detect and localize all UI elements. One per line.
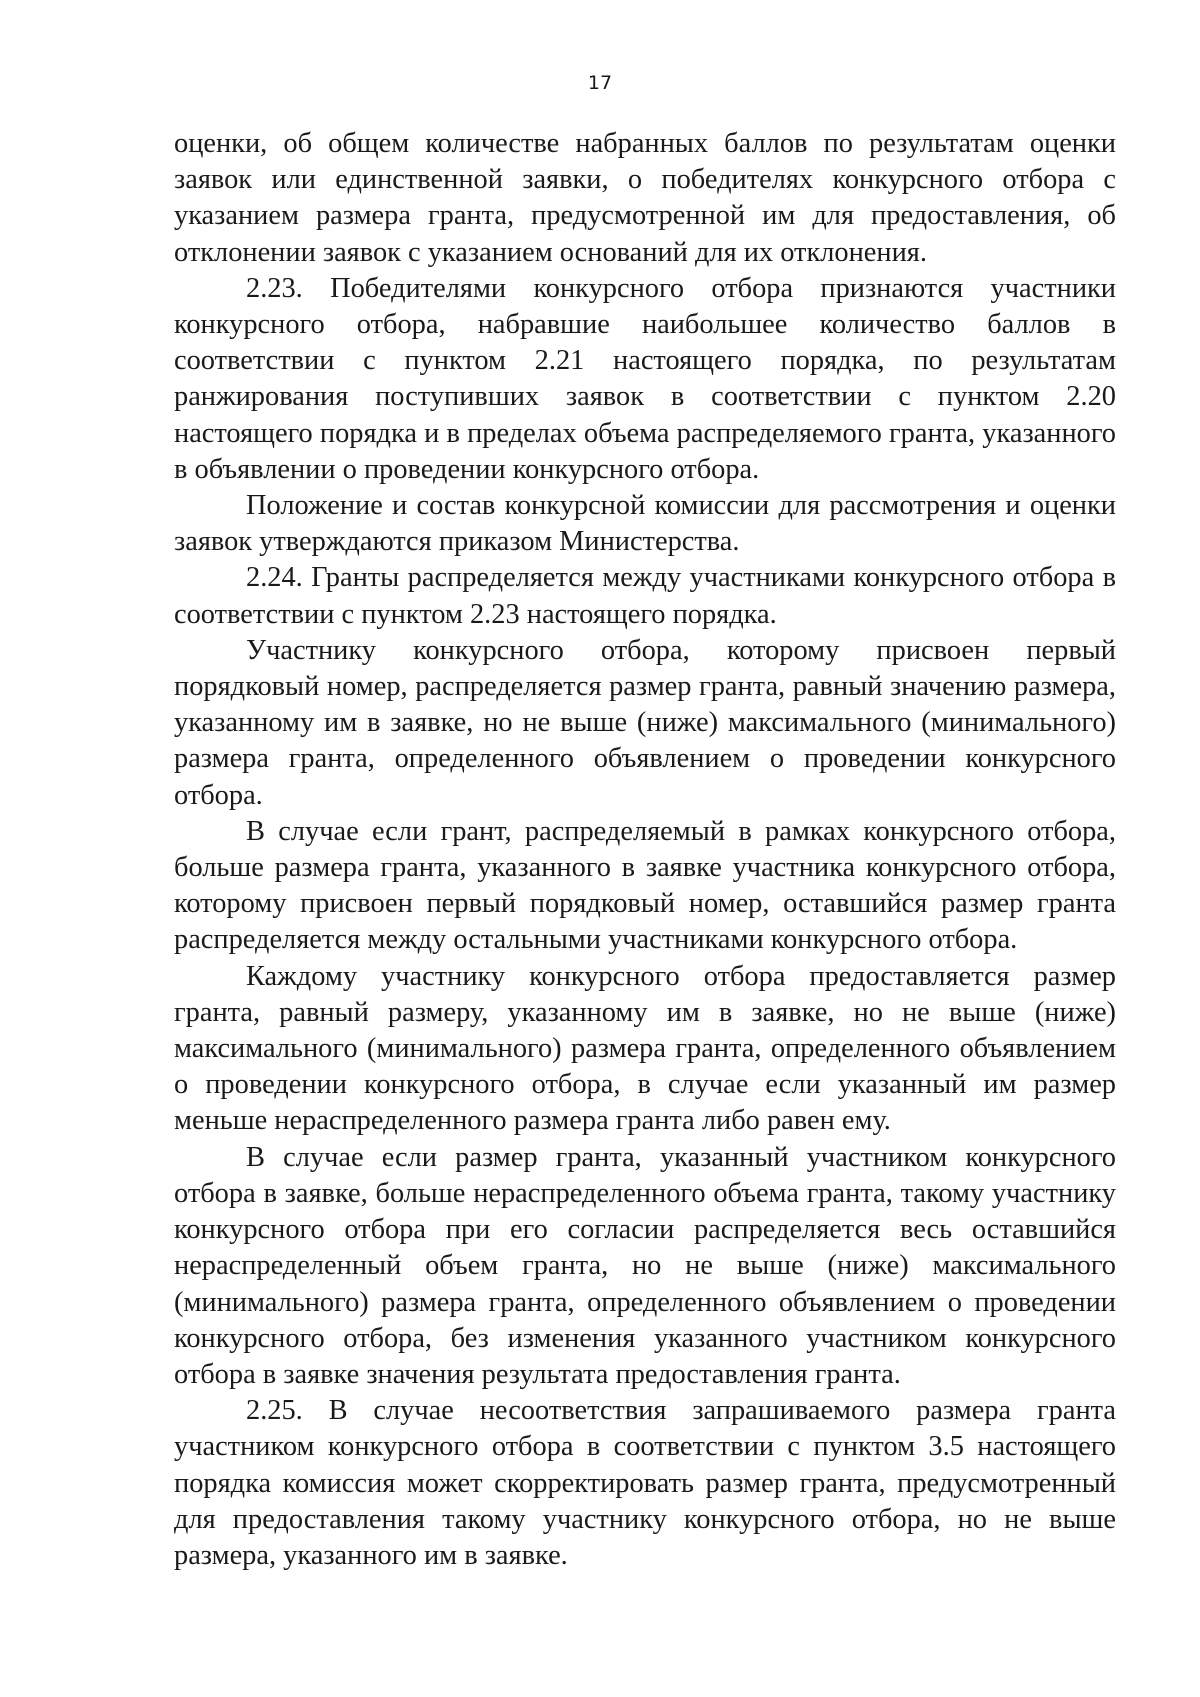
document-body — [174, 126, 1116, 1574]
paragraph-first-participant: Участнику конкурсного отбора, которому присвоен первый порядковый номер, распределяется размер гранта, равный значению размера, указанному им в заявке, но не выше (ниже) максимального (минимального) размера гранта, определенного объявлением о проведении конкурсного отбора. — [174, 634, 1116, 811]
paragraph-commission: Положение и состав конкурсной комиссии для рассмотрения и оценки заявок утверждаются приказом Министерства. — [174, 490, 1116, 558]
paragraph-2-25: 2.25. В случае несоответствия запрашиваемого размера гранта участником конкурсного отбора в соответствии с пунктом 3.5 настоящего порядка комиссия может скорректировать размер гранта, предусмотренный для предоставления такому участнику конкурсного отбора, но не выше размера, указанного им в заявке. — [174, 1395, 1116, 1571]
paragraph-continuation: оценки, об общем количестве набранных баллов по результатам оценки заявок или единственной заявки, о победителях конкурсного отбора с указанием размера гранта, предусмотренной им для предоставления, об отклонении заявок с указанием оснований для их отклонения. — [174, 128, 1116, 268]
paragraph-remaining-grant: В случае если грант, распределяемый в рамках конкурсного отбора, больше размера гранта, указанного в заявке участника конкурсного отбора, которому присвоен первый порядковый номер, оставшийся размер гранта распределяется между остальными участниками конкурсного отбора. — [174, 815, 1116, 956]
paragraph-2-23: 2.23. Победителями конкурсного отбора признаются участники конкурсного отбора, набравшие наибольшее количество баллов в соответствии с пунктом 2.21 настоящего порядка, по результатам ранжирования поступивших заявок в соответствии с пунктом 2.20 настоящего порядка и в пределах объема распределяемого гранта, указанного в объявлении о проведении конкурсного отбора. — [174, 272, 1116, 485]
paragraph-undistributed-volume: В случае если размер гранта, указанный участником конкурсного отбора в заявке, больше нераспределенного объема гранта, такому участнику конкурсного отбора при его согласии распределяется весь оставшийся нераспределенный объем гранта, но не выше (ниже) максимального (минимального) размера гранта, определенного объявлением о проведении конкурсного отбора, без изменения указанного участником конкурсного отбора в заявке значения результата предоставления гранта. — [174, 1141, 1116, 1390]
paragraph-2-24: 2.24. Гранты распределяется между участниками конкурсного отбора в соответствии с пунктом 2.23 настоящего порядка. — [174, 562, 1116, 630]
paragraph-each-participant: Каждому участнику конкурсного отбора предоставляется размер гранта, равный размеру, указанному им в заявке, но не выше (ниже) максимального (минимального) размера гранта, определенного объявлением о проведении конкурсного отбора, в случае если указанный им размер меньше нераспределенного размера гранта либо равен ему. — [174, 960, 1116, 1137]
page-number: 17 — [587, 72, 613, 94]
